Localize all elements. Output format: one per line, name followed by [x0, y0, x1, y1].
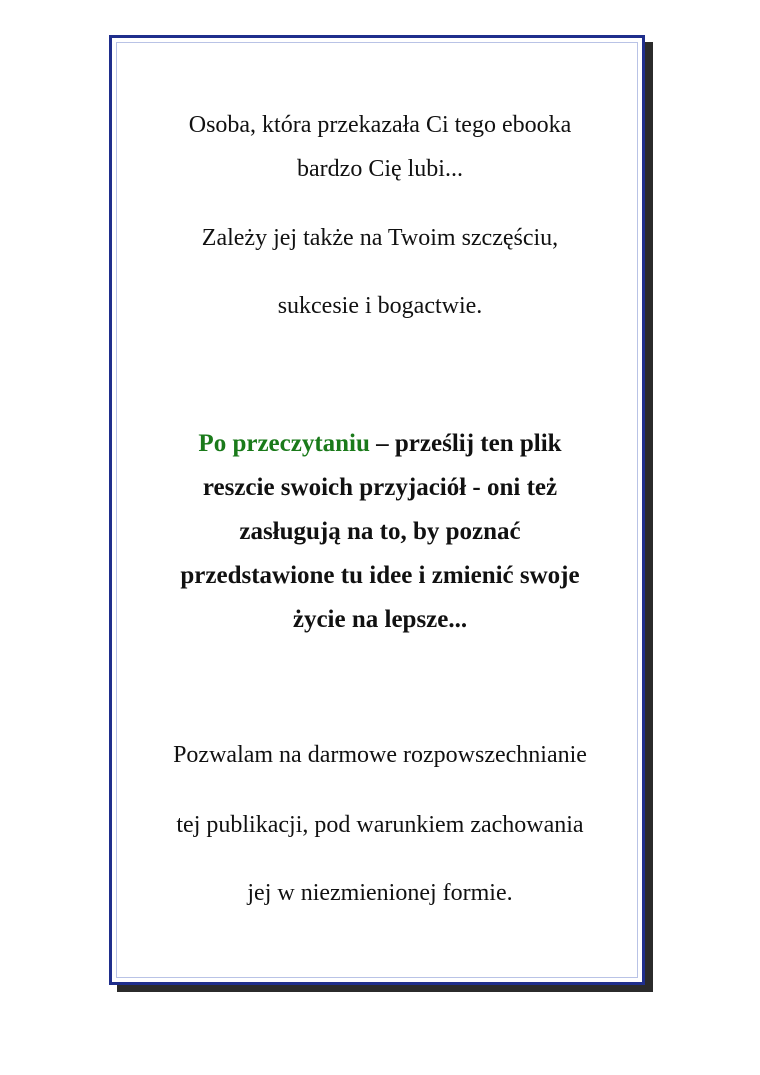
appeal-line-5: życie na lepsze... — [292, 606, 468, 633]
license-line-3: jej w niezmienionej formie. — [247, 880, 513, 906]
license-line-2: tej publikacji, pod warunkiem zachowania — [176, 812, 584, 838]
appeal-line-1-rest: – prześlij ten plik — [369, 430, 562, 457]
appeal-line-4: przedstawione tu idee i zmienić swoje — [180, 562, 580, 589]
license-line-1: Pozwalam na darmowe rozpowszechnianie — [173, 742, 587, 768]
intro-line-2: bardzo Cię lubi... — [297, 156, 463, 182]
intro-line-1: Osoba, która przekazała Ci tego ebooka — [188, 112, 572, 138]
appeal-line-2: reszcie swoich przyjaciół - oni też — [202, 474, 558, 501]
appeal-line-3: zasługują na to, by poznać — [239, 518, 521, 545]
intro-line-4: sukcesie i bogactwie. — [277, 293, 483, 319]
appeal-line-1 — [0, 430, 760, 458]
intro-line-3: Zależy jej także na Twoim szczęściu, — [201, 225, 559, 251]
appeal-highlight: Po przeczytaniu — [198, 430, 370, 457]
